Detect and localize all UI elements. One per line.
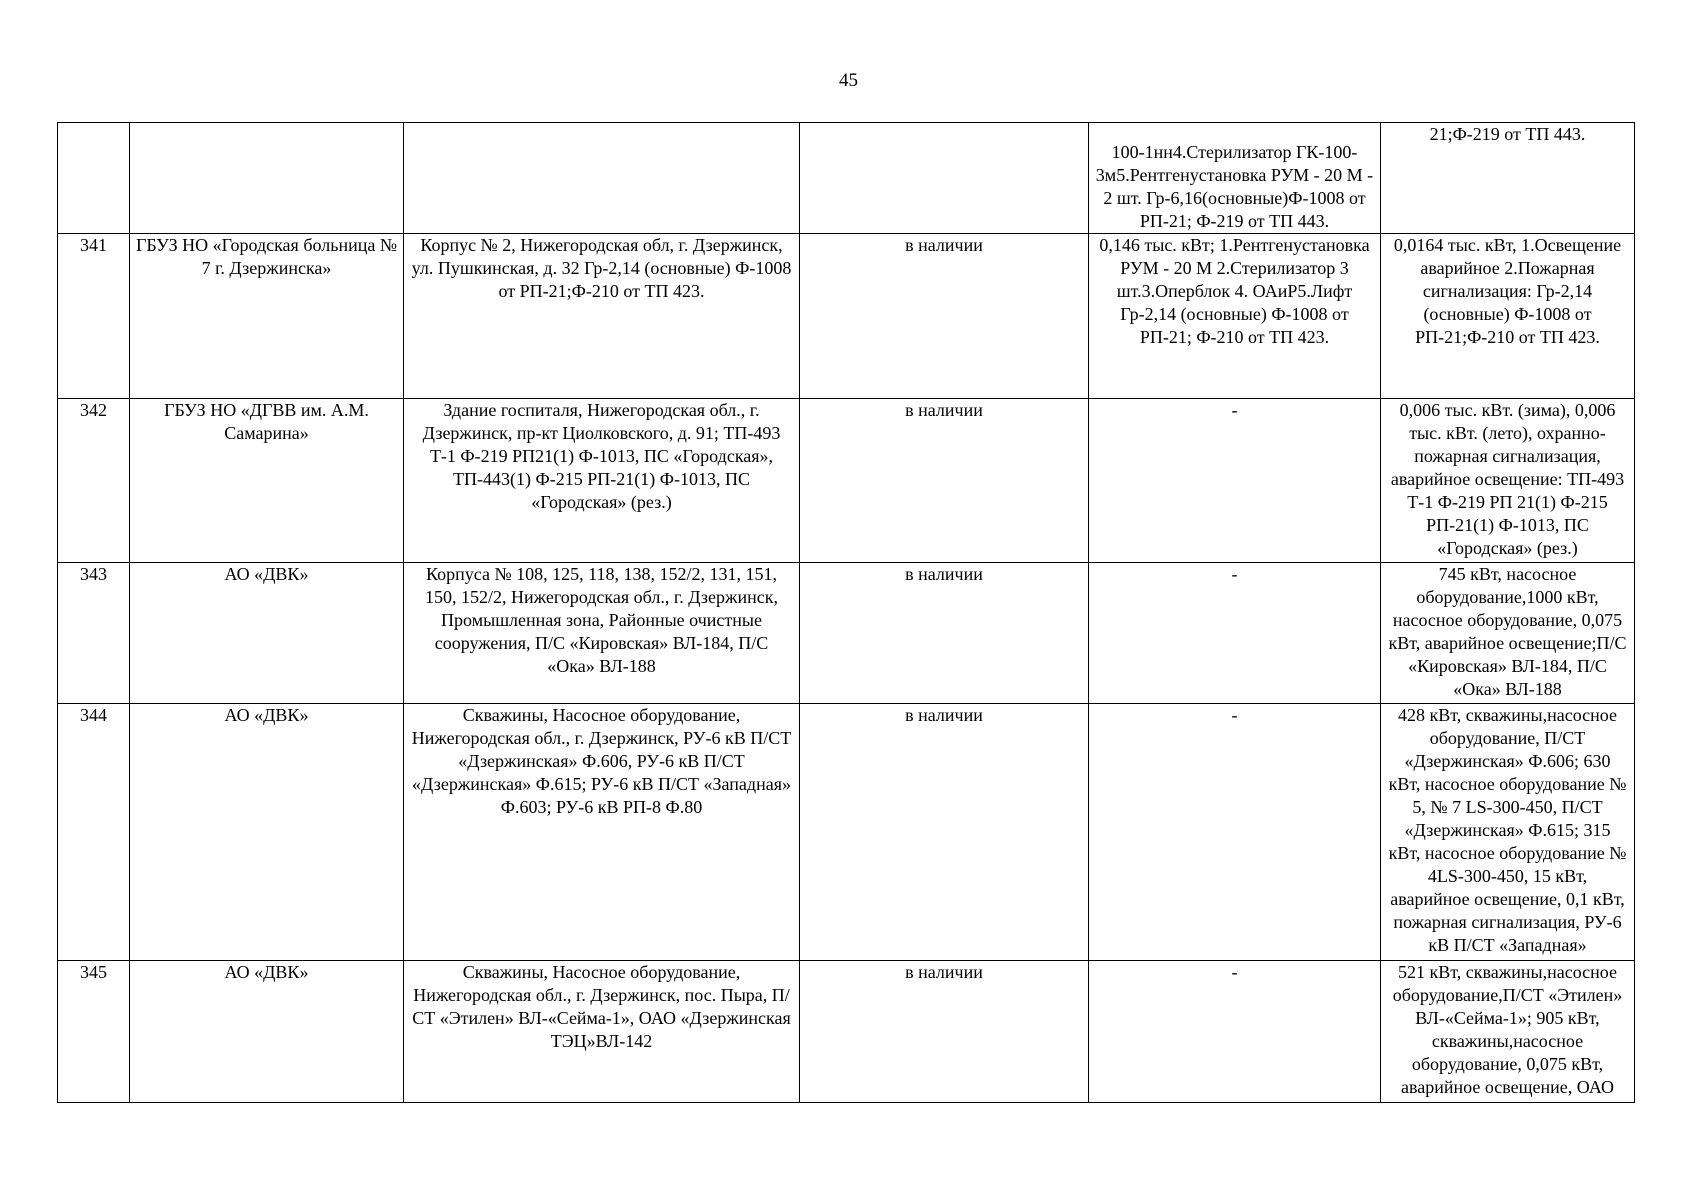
organization-cell: АО «ДВК» (130, 563, 404, 704)
address-cell: Здание госпиталя, Нижегородская обл., г. Дзержинск, пр-кт Циолковского, д. 91; ТП-493 Т-1 Ф-219 РП21(1) Ф-1013, ПС «Городская», ТП-443(1) Ф-215 РП-21(1) Ф-1013, ПС «Городская» (рез.) (404, 399, 800, 563)
address-cell (404, 123, 800, 234)
status-cell (800, 123, 1089, 234)
row-number-cell (58, 123, 130, 234)
page-number: 45 (839, 70, 858, 91)
table-row (58, 961, 1635, 1103)
emergency-load-cell: 428 кВт, скважины,насосное оборудование, П/СТ «Дзержинская» Ф.606; 630 кВт, насосное оборудование № 5, № 7 LS-300-450, П/СТ «Дзержинская» Ф.615; 315 кВт, насосное оборудование № 4LS-300-450, 15 кВт, аварийное освещение, 0,1 кВт, пожарная сигнализация, РУ-6 кВ П/СТ «Западная» (1381, 704, 1635, 961)
organization-cell (130, 123, 404, 234)
row-number-cell: 345 (58, 961, 130, 1103)
data-table (57, 122, 1635, 1103)
address-cell: Корпуса № 108, 125, 118, 138, 152/2, 131, 151, 150, 152/2, Нижегородская обл., г. Дзержинск, Промышленная зона, Районные очистные сооружения, П/С «Кировская» ВЛ-184, П/С «Ока» ВЛ-188 (404, 563, 800, 704)
row-number-cell: 341 (58, 234, 130, 399)
organization-cell: ГБУЗ НО «ДГВВ им. А.М. Самарина» (130, 399, 404, 563)
table-row (58, 563, 1635, 704)
table-row (58, 123, 1635, 234)
address-cell: Скважины, Насосное оборудование, Нижегородская обл., г. Дзержинск, пос. Пыра, П/СТ «Этилен» ВЛ-«Сейма-1», ОАО «Дзержинская ТЭЦ»ВЛ-142 (404, 961, 800, 1103)
row-number-cell: 344 (58, 704, 130, 961)
emergency-load-cell: 0,0164 тыс. кВт, 1.Освещение аварийное 2.Пожарная сигнализация: Гр-2,14 (основные) Ф-1008 от РП-21;Ф-210 от ТП 423. (1381, 234, 1635, 399)
table-row (58, 399, 1635, 563)
organization-cell: ГБУЗ НО «Городская больница № 7 г. Дзержинска» (130, 234, 404, 399)
load-cell: - (1089, 563, 1381, 704)
organization-cell: АО «ДВК» (130, 961, 404, 1103)
load-cell: - (1089, 399, 1381, 563)
table-row (58, 234, 1635, 399)
address-cell: Корпус № 2, Нижегородская обл, г. Дзержинск, ул. Пушкинская, д. 32 Гр-2,14 (основные) Ф-1008 от РП-21;Ф-210 от ТП 423. (404, 234, 800, 399)
address-cell: Скважины, Насосное оборудование, Нижегородская обл., г. Дзержинск, РУ-6 кВ П/СТ «Дзержинская» Ф.606, РУ-6 кВ П/СТ «Дзержинская» Ф.615; РУ-6 кВ П/СТ «Западная» Ф.603; РУ-6 кВ РП-8 Ф.80 (404, 704, 800, 961)
organization-cell: АО «ДВК» (130, 704, 404, 961)
emergency-load-cell: 0,006 тыс. кВт. (зима), 0,006 тыс. кВт. (лето), охранно-пожарная сигнализация, аварийное освещение: ТП-493 Т-1 Ф-219 РП 21(1) Ф-215 РП-21(1) Ф-1013, ПС «Городская» (рез.) (1381, 399, 1635, 563)
row-number-cell: 343 (58, 563, 130, 704)
status-cell: в наличии (800, 961, 1089, 1103)
emergency-load-cell: 21;Ф-219 от ТП 443. (1381, 123, 1635, 234)
load-cell: 0,146 тыс. кВт; 1.Рентгенустановка РУМ - 20 М 2.Стерилизатор 3 шт.3.Оперблок 4. ОАиР5.Лифт Гр-2,14 (основные) Ф-1008 от РП-21; Ф-210 от ТП 423. (1089, 234, 1381, 399)
row-number-cell: 342 (58, 399, 130, 563)
table-row (58, 704, 1635, 961)
emergency-load-cell: 745 кВт, насосное оборудование,1000 кВт, насосное оборудование, 0,075 кВт, аварийное освещение;П/С «Кировская» ВЛ-184, П/С «Ока» ВЛ-188 (1381, 563, 1635, 704)
emergency-load-cell: 521 кВт, скважины,насосное оборудование,П/СТ «Этилен» ВЛ-«Сейма-1»; 905 кВт, скважины,насосное оборудование, 0,075 кВт, аварийное освещение, ОАО (1381, 961, 1635, 1103)
load-cell: - (1089, 961, 1381, 1103)
status-cell: в наличии (800, 399, 1089, 563)
status-cell: в наличии (800, 234, 1089, 399)
load-cell: 100-1нн4.Стерилизатор ГК-100-3м5.Рентгенустановка РУМ - 20 М - 2 шт. Гр-6,16(основные)Ф-1008 от РП-21; Ф-219 от ТП 443. (1089, 123, 1381, 234)
status-cell: в наличии (800, 704, 1089, 961)
status-cell: в наличии (800, 563, 1089, 704)
load-cell: - (1089, 704, 1381, 961)
